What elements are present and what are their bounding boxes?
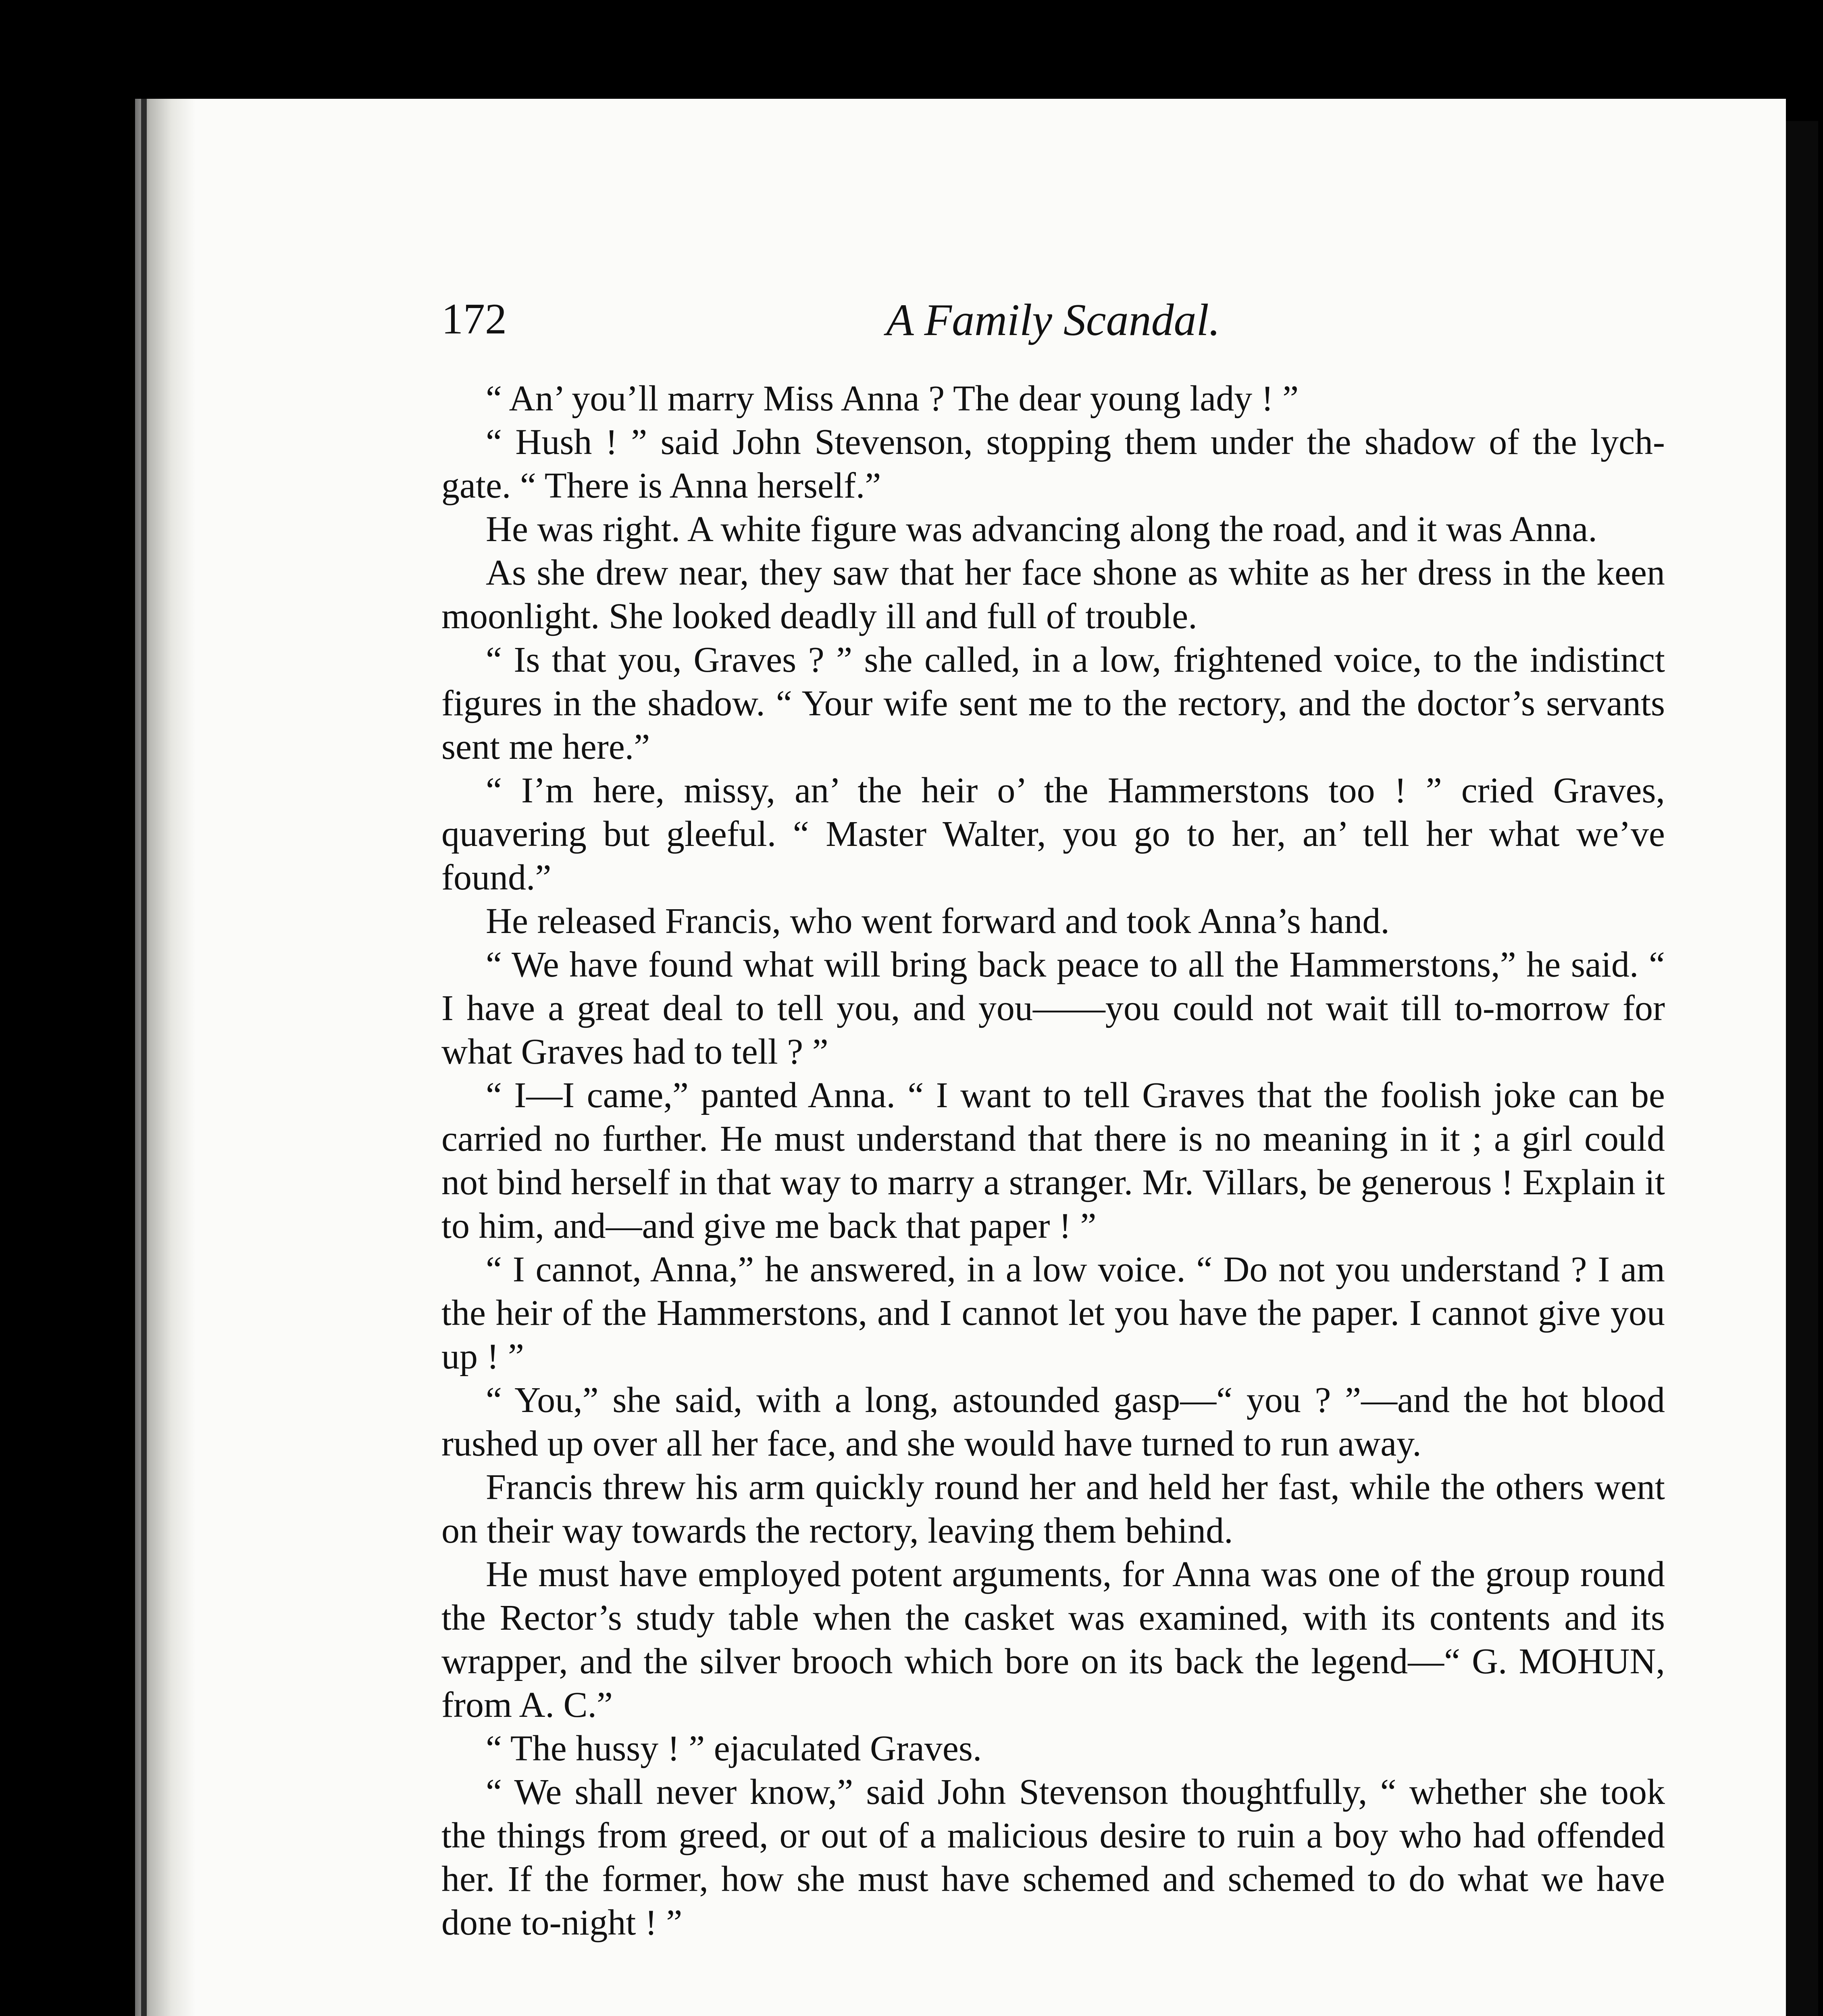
paragraph: “ I cannot, Anna,” he answered, in a low voice. “ Do not you understand ? I am the heir of the Hammerstons, and I cannot let you have the paper. I cannot give you up ! ” — [441, 1250, 1665, 1377]
running-header — [441, 294, 1665, 351]
running-title: A Family Scandal. — [886, 295, 1220, 345]
paragraph: He released Francis, who went forward and took Anna’s hand. — [486, 901, 1390, 941]
paragraph: He must have employed potent arguments, for Anna was one of the group round the Rector’s study table when the casket was examined, with its contents and its wrapper, and the silver brooch which bore on its back the legend—“ G. MOHUN, from A. C.” — [441, 1554, 1665, 1725]
paragraph: He was right. A white figure was advancing along the road, and it was Anna. — [486, 509, 1597, 549]
paragraph: “ Is that you, Graves ? ” she called, in a low, frightened voice, to the indistinct figures in the shadow. “ Your wife sent me to the rectory, and the doctor’s servants sent me here.” — [441, 640, 1665, 767]
paragraph: “ You,” she said, with a long, astounded gasp—“ you ? ”—and the hot blood rushed up over all her face, and she would have turned to run away. — [441, 1380, 1665, 1464]
page-number: 172 — [441, 295, 507, 343]
paragraph: “ Hush ! ” said John Stevenson, stopping them under the shadow of the lych-gate. “ There is Anna herself.” — [441, 422, 1665, 506]
paragraph: “ We have found what will bring back peace to all the Hammerstons,” he said. “ I have a great deal to tell you, and you——you could not wait till to-morrow for what Graves had to tell ? ” — [441, 945, 1665, 1072]
paragraph: “ I—I came,” panted Anna. “ I want to tell Graves that the foolish joke can be carried no further. He must understand that there is no meaning in it ; a girl could not bind herself in that way to marry a stranger. Mr. Villars, be generous ! Explain it to him, and—and give me back that paper ! ” — [441, 1075, 1665, 1246]
paragraph: “ The hussy ! ” ejaculated Graves. — [486, 1729, 982, 1768]
next-page-edge — [1786, 121, 1818, 2016]
paragraph: As she drew near, they saw that her face shone as white as her dress in the keen moonlight. She looked deadly ill and full of trouble. — [441, 553, 1665, 636]
paragraph: Francis threw his arm quickly round her and held her fast, while the others went on their way towards the rectory, leaving them behind. — [441, 1467, 1665, 1551]
paragraph: “ An’ you’ll marry Miss Anna ? The dear young lady ! ” — [486, 379, 1299, 419]
paragraph: “ We shall never know,” said John Stevenson thoughtfully, “ whether she took the things from greed, or out of a malicious desire to ruin a boy who had offended her. If the former, how she must have schemed and schemed to do what we have done to-night ! ” — [441, 1772, 1665, 1943]
paragraph: “ I’m here, missy, an’ the heir o’ the Hammerstons too ! ” cried Graves, quavering but gleeful. “ Master Walter, you go to her, an’ tell her what we’ve found.” — [441, 771, 1665, 898]
body-text — [441, 377, 1665, 1945]
gutter-shadow-line — [141, 99, 147, 2016]
